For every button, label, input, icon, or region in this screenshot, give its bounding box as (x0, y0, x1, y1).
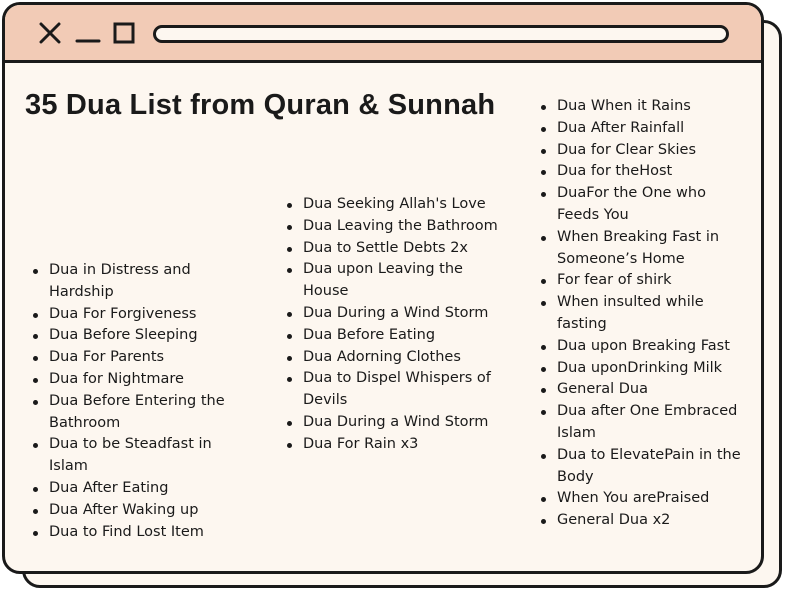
dua-list-item: DuaFor the One who Feeds You (541, 183, 741, 227)
dua-list-item: Dua When it Rains (541, 96, 741, 118)
dua-list-item: Dua upon Leaving the House (287, 259, 501, 303)
dua-list-item: When You arePraised (541, 488, 741, 510)
dua-list-item: Dua For Rain x3 (287, 434, 501, 456)
dua-list-item: Dua During a Wind Storm (287, 412, 501, 434)
dua-list-item: Dua Before Sleeping (33, 325, 253, 347)
minimize-icon[interactable] (75, 22, 101, 44)
dua-list-item: General Dua x2 (541, 510, 741, 532)
dua-list-item: Dua Before Entering the Bathroom (33, 391, 253, 435)
dua-list-item: Dua uponDrinking Milk (541, 358, 741, 380)
dua-list-item: Dua to be Steadfast in Islam (33, 434, 253, 478)
dua-list-item: Dua after One Embraced Islam (541, 401, 741, 445)
dua-list-item: When Breaking Fast in Someone’s Home (541, 227, 741, 271)
dua-list-column-1 (33, 260, 253, 543)
page-title: 35 Dua List from Quran & Sunnah (25, 89, 496, 121)
dua-list-item: Dua upon Breaking Fast (541, 336, 741, 358)
dua-list-column-2 (287, 194, 501, 456)
dua-list-item: Dua in Distress and Hardship (33, 260, 253, 304)
dua-list-item: Dua After Eating (33, 478, 253, 500)
dua-list-item: Dua to Dispel Whispers of Devils (287, 368, 501, 412)
dua-list-item: Dua Before Eating (287, 325, 501, 347)
address-bar[interactable] (153, 25, 729, 43)
dua-list-item: When insulted while fasting (541, 292, 741, 336)
dua-list-item: Dua For Parents (33, 347, 253, 369)
dua-list-item: Dua During a Wind Storm (287, 303, 501, 325)
maximize-icon[interactable] (113, 22, 135, 44)
dua-list-item: Dua to ElevatePain in the Body (541, 445, 741, 489)
dua-list-item: Dua for theHost (541, 161, 741, 183)
dua-list-item: Dua for Clear Skies (541, 140, 741, 162)
close-icon[interactable] (39, 22, 61, 44)
browser-window (2, 2, 764, 574)
window-titlebar (5, 5, 761, 63)
dua-list-item: Dua Seeking Allah's Love (287, 194, 501, 216)
dua-list-item: Dua for Nightmare (33, 369, 253, 391)
dua-list-item: Dua After Rainfall (541, 118, 741, 140)
dua-list-item: General Dua (541, 379, 741, 401)
dua-list-item: Dua to Find Lost Item (33, 522, 253, 544)
dua-list-item: Dua For Forgiveness (33, 304, 253, 326)
dua-list-item: For fear of shirk (541, 270, 741, 292)
dua-list-item: Dua to Settle Debts 2x (287, 238, 501, 260)
dua-list-column-3 (541, 96, 741, 532)
dua-list-item: Dua Adorning Clothes (287, 347, 501, 369)
dua-list-item: Dua After Waking up (33, 500, 253, 522)
dua-list-item: Dua Leaving the Bathroom (287, 216, 501, 238)
